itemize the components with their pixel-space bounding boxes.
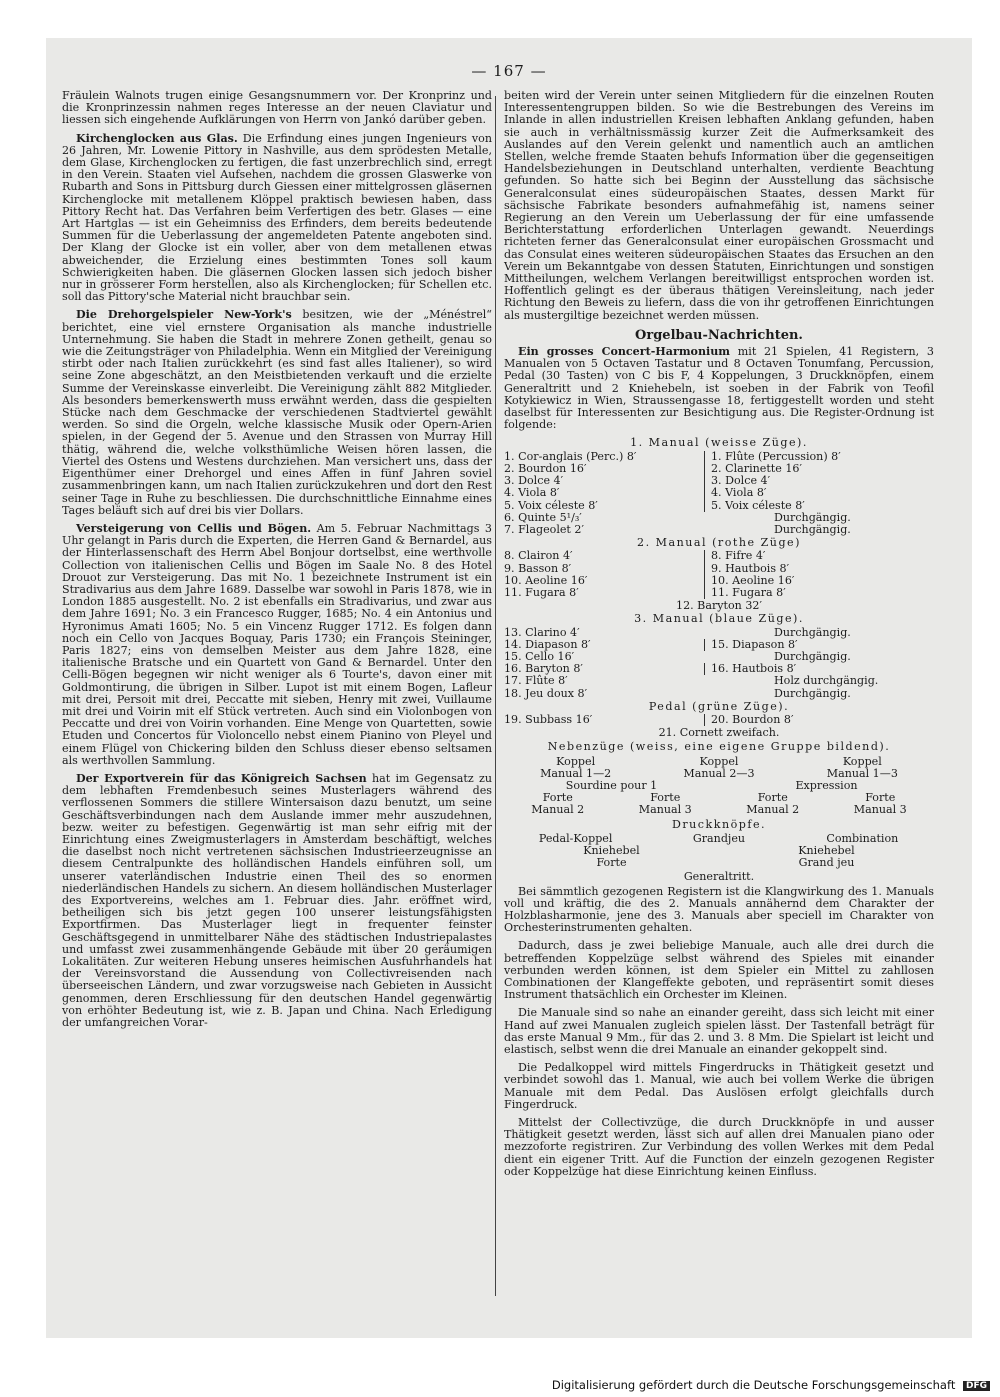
section-heading: Orgelbau-Nachrichten. [635, 327, 803, 343]
left-p3 [62, 309, 492, 516]
druckknopf-label: Combination [826, 831, 899, 845]
left-p3-text: besitzen, wie der „Ménéstrel“ berichtet, eine viel ernstere Organisation als manche industrielle Unternehmung. Sie haben die Stadt in mehrere Zonen getheilt, genau so wie die Zeitungsträger von Philadelphia. Wenn ein Mitglied der Vereinigung stirbt oder nach Italien zurückkehrt (es sind fast alles Italiener), so wird seine Zone abgeschätzt, an den Meistbietenden verkauft und die erzielte Summe der Vereinskasse einverleibt. Die Vereinigung zählt 882 Mitglieder. Als besonders bemerkenswerth muss erwähnt werden, dass die gespielten Stücke nach dem Geschmacke der verschiedenen Stadtviertel gewählt werden. So sind die Orgeln, welche klassische Musik oder Opern-Arien spielen, in der Gegend der 5. Avenue und den Strassen von Murray Hill thätig, während die, welche volksthümliche Weisen hören lassen, die Viertel des Ostens und Westens durchziehen. Man versichert uns, dass der Eigenthümer einer Drehorgel und eines Affen in fünf Jahren soviel zusammenbringen kann, um nach Italien zurückzukehren und dort den Rest seiner Tage in Ruhe zu beschliessen. Die durchschnittliche Einnahme eines Tages beläuft sich auf drei bis vier Dollars. [62, 308, 492, 517]
generaltritt-line: Generaltritt. [683, 870, 755, 884]
reg-left: 1. Cor-anglais (Perc.) 8′ [504, 449, 637, 463]
reg-right: 3. Dolce 4′ [704, 475, 934, 487]
manual-1-rows [504, 451, 934, 536]
register-table [504, 437, 934, 883]
sourdine-label: Sourdine pour 1 [565, 778, 658, 792]
kniehebel-function: Grand jeu [798, 856, 855, 870]
reg-left: 17. Flûte 8′ [504, 674, 568, 688]
kniehebel-label: Kniehebel [583, 843, 640, 857]
manual-1-heading: 1. Manual (weisse Züge). [630, 436, 808, 450]
forte-label: Forte [650, 791, 681, 805]
druckknoepfe-heading: Druckknöpfe. [671, 817, 767, 831]
column-divider [495, 96, 496, 1296]
reg-left: 6. Quinte 5¹/₃′ [504, 510, 582, 524]
reg-right: 4. Viola 8′ [704, 487, 934, 499]
digitization-footer [552, 1378, 990, 1392]
koppel-manual: Manual 2—3 [683, 766, 755, 780]
dfg-logo-icon: DFG [963, 1381, 990, 1391]
reg-left: 10. Aeoline 16′ [504, 573, 588, 587]
reg-right: Holz durchgängig. [774, 674, 879, 688]
reg-right: 9. Hautbois 8′ [704, 563, 934, 575]
right-p1: beiten wird der Verein unter seinen Mitgliedern für die einzelnen Routen Interessentengruppen bilden. So wie die Bestrebungen des Vereins im Inlande in allen industriellen Kreisen lebhaften Anklang gefunden, haben sie auch in verhältnissmässig kurzer Zeit die Aufmerksamkeit des Auslandes auf den Verein gelenkt und namentlich auch an amtlichen Stellen, welche fremde Staaten behufs Information über die gegenseitigen Handelsbeziehungen in Deutschland unterhalten, verdiente Beachtung gefunden. So hatte sich bei Beginn der Ausstellung das sächsische Generalconsulat eines südeuropäischen Staates, dessen Markt für sächsische Fabrikate besonders aufnahmefähig ist, namens seiner Regierung an den Verein um Ueberlassung der für eine umfassende Berichterstattung erforderlichen Unterlagen gewandt. Neuerdings richteten ferner das Generalconsulat einer europäischen Grossmacht und das Consulat eines weiteren südeuropäischen Staates das Ersuchen an den Verein um Bekanntgabe von dessen Statuten, Einrichtungen und sonstigen Mittheilungen, welchem Verlangen bereitwilligst entsprochen worden ist. Hoffentlich gelingt es der überaus thätigen Vereinsleitung, nach jeder Richtung den Beweis zu liefern, dass die von ihr getroffenen Einrichtungen als mustergiltige bezeichnet werden müssen. [504, 89, 934, 322]
reg-left: 7. Flageolet 2′ [504, 522, 584, 536]
forte-manual: Manual 3 [853, 803, 907, 817]
reg-left: 3. Dolce 4′ [504, 474, 564, 488]
koppel-manual: Manual 1—3 [826, 766, 898, 780]
left-p5-text: hat im Gegensatz zu dem lebhaften Fremdenbesuch seines Musterlagers während des verflossenen Sommers die stillere Wintersaison dazu benutzt, um seine Geschäftsverbindungen nach dem Auslande immer mehr auszudehnen, bezw. weiter zu befestigen. Gegenwärtig ist man sehr eifrig mit der Einrichtung eines Zweigmusterlagers in Amsterdam beschäftigt, welches die daselbst noch nicht vertretenen sächsischen Industrieerzeugnisse an diesem Centralpunkte des holländischen Handels einführen soll, um unserer vaterländischen Industrie einen Theil des so enormen niederländischen Handels zu sichern. An diesem holländischen Musterlager des Exportvereins, welches am 1. Februar dies. Jahr. eröffnet wird, betheiligen sich bis jetzt gegen 100 unserer leistungsfähigsten Exportfirmen. Das Musterlager liegt in frequenter feinster Geschäftsgegend in unmittelbarer Nähe des städtischen Industriepalastes und umfasst zwei zusammenhängende Gebäude mit über 20 geräumigen Lokalitäten. Zur weiteren Hebung unseres heimischen Ausfuhrhandels hat der Vereinsvorstand die Aussendung von Collectivreisenden nach überseeischen Ländern, und zwar vorzugsweise nach Gebieten in Aussicht genommen, deren Erschliessung für den deutschen Handel gegenwärtig von erhöhter Bedeutung ist, wie z. B. Japan und China. Nach Erledigung der umfangreichen Vorar- [62, 771, 492, 1030]
left-p1: Fräulein Walnots trugen einige Gesangsnummern vor. Der Kronprinz und die Kronprinzessin nahmen reges Interesse an der neuen Claviatur und liessen sich eingehende Aufklärungen von Herrn von Jankó darüber geben. [62, 89, 492, 127]
reg-left: 11. Fugara 8′ [504, 585, 579, 599]
forte-manual: Manual 3 [638, 803, 692, 817]
right-p7: Mittelst der Collectivzüge, die durch Druckknöpfe in und ausser Thätigkeit gesetzt werden, lässt sich auf allen drei Manualen piano oder mezzoforte registriren. Zur Verbindung des vollen Werkes mit dem Pedal dient ein eigener Tritt. Auf die Function der einzeln gezogenen Register oder Koppelzüge hat diese Einrichtung keinen Einfluss. [504, 1116, 934, 1178]
baryton-line: 12. Baryton 32′ [676, 599, 762, 613]
reg-left: 14. Diapason 8′ [504, 637, 591, 651]
left-p5 [62, 773, 492, 1029]
left-p4-title: Versteigerung von Cellis und Bögen. [76, 521, 312, 535]
reg-left: 16. Baryton 8′ [504, 662, 583, 676]
manual-3-heading: 3. Manual (blaue Züge). [634, 612, 804, 626]
reg-left: 13. Clarino 4′ [504, 625, 580, 639]
pedal-heading: Pedal (grüne Züge). [648, 699, 790, 713]
left-p4 [62, 523, 492, 767]
right-p5: Die Manuale sind so nahe an einander gereiht, dass sich leicht mit einer Hand auf zwei Manualen zugleich spielen lässt. Der Tastenfall beträgt für das erste Manual 9 Mm., für das 2. und 3. 8 Mm. Die Spielart ist leicht und elastisch, selbst wenn die drei Manuale an einander gekoppelt sind. [504, 1006, 934, 1057]
reg-right: 16. Hautbois 8′ [704, 663, 934, 675]
reg-right: 5. Voix céleste 8′ [704, 500, 934, 512]
right-p2-title: Ein grosses Concert-Harmonium [518, 345, 731, 359]
footer-text: Digitalisierung gefördert durch die Deutsche Forschungsgemeinschaft [551, 1378, 956, 1392]
koppel-label: Koppel [842, 754, 882, 768]
reg-right: Durchgängig. [774, 625, 851, 639]
reg-right: 20. Bourdon 8′ [704, 714, 934, 726]
reg-left: 15. Cello 16′ [504, 649, 575, 663]
manual-2-rows [504, 550, 934, 599]
druckknopf-label: Pedal-Koppel [538, 831, 613, 845]
right-p6: Die Pedalkoppel wird mittels Fingerdrucks in Thätigkeit gesetzt und verbindet sowohl das 1. Manual, wie auch bei vollem Werke die übrigen Manuale mit dem Pedal. Das Auslösen erfolgt gleichfalls durch Fingerdruck. [504, 1061, 934, 1111]
reg-right: 8. Fifre 4′ [704, 550, 934, 562]
druckknopf-label: Grandjeu [692, 831, 746, 845]
manual-3-rows [504, 627, 934, 700]
expression-label: Expression [795, 778, 858, 792]
manual-2-heading: 2. Manual (rothe Züge) [637, 536, 801, 550]
reg-right: 11. Fugara 8′ [704, 587, 934, 599]
reg-left: 18. Jeu doux 8′ [504, 686, 588, 700]
reg-right: 1. Flûte (Percussion) 8′ [704, 451, 934, 463]
reg-left: 2. Bourdon 16′ [504, 461, 587, 475]
reg-right: 15. Diapason 8′ [704, 639, 934, 651]
reg-left: 9. Basson 8′ [504, 561, 572, 575]
reg-right: Durchgängig. [774, 510, 851, 524]
left-p2-text: Die Erfindung eines jungen Ingenieurs von 26 Jahren, Mr. Lowenie Pittory in Nashville, aus dem sprödesten Metalle, dem Glase, Kirchenglocken zu fertigen, die fast unzerbrechlich sind, erregt in den Verein. Staaten viel Aufsehen, nachdem die grossen Glaswerke von Rubarth and Sons in Pittsburg durch Giessen einer mittelgrossen gläsernen Kirchenglocke mit metallenem Klöppel praktisch bewiesen haben, dass Pittory Recht hat. Das Verfahren beim Verfertigen des betr. Glases — eine Art Hartglas — ist ein Geheimniss des Erfinders, dem bereits bedeutende Summen für die Ueberlassung der angemeldeten Patente angeboten sind. Der Klang der Glocke ist ein voller, aber von dem metallenen etwas abweichender, die Erzielung eines bestimmten Tones soll kaum Schwierigkeiten haben. Die gläsernen Glocken lassen sich jedoch bisher nur in grösserer Form herstellen, also als Kirchenglocken; für Schellen etc. soll das Pittory'sche Material nicht brauchbar sein. [62, 131, 492, 304]
reg-right: Durchgängig. [774, 649, 851, 663]
forte-label: Forte [757, 791, 788, 805]
right-column [504, 90, 934, 1184]
forte-manual: Manual 2 [531, 803, 585, 817]
reg-left: 8. Clairon 4′ [504, 549, 573, 563]
right-p2-text: mit 21 Spielen, 41 Registern, 3 Manualen von 5 Octaven Tastatur und 8 Octaven Tonumfang, Percussion, Pedal (30 Tasten) von C bis F, 4 Koppelungen, 3 Druckknöpfen, einem Generaltritt und 2 Kniehebeln, ist soeben in der Fabrik von Teofil Kotykiewicz in Wien, Straussengasse 18, fertiggestellt worden und steht daselbst für Interessenten zur Besichtigung aus. Die Register-Ordnung ist folgende: [504, 345, 934, 432]
page-number: — 167 — [471, 62, 547, 80]
forte-label: Forte [865, 791, 896, 805]
cornett-line: 21. Cornett zweifach. [658, 726, 780, 740]
reg-left: 19. Subbass 16′ [504, 712, 593, 726]
right-p2 [504, 346, 934, 431]
right-p4: Dadurch, dass je zwei beliebige Manuale, auch alle drei durch die betreffenden Koppelzüge selbst während des Spieles mit einander verbunden werden können, ist dem Spieler ein Mittel zu zahllosen Combinationen der Klangeffekte geboten, und repräsentirt somit dieses Instrument thatsächlich ein Orchester im Kleinen. [504, 939, 934, 1002]
left-p4-text: Am 5. Februar Nachmittags 3 Uhr gelangt in Paris durch die Experten, die Herren Gand & Bernardel, aus der Hinterlassenschaft des Herrn Abel Bonjour dortselbst, eine werthvolle Collection von italienischen Cellis und Bögen im Saale No. 8 des Hotel Drouot zur Versteigerung. Das mit No. 1 bezeichnete Instrument ist ein Stradivarius aus dem Jahre 1689. Dasselbe war sowohl in Paris 1878, wie in London 1885 ausgestellt. No. 2 ist ebenfalls ein Stradivarius, und zwar aus dem Jahre 1691; No. 3 ein Francesco Rugger, 1685; No. 4 ein Antonius und Hyronimus Amati 1605; No. 5 ein Vincenz Rugger 1712. Es folgen dann noch ein Cello von Jacques Boquay, Paris 1730; ein François Steininger, Paris 1827; eins von demselben Meister aus dem Jahre 1828, eine italienische Bratsche und ein Quartett von Gand & Bernardel. Unter den Celli-Bögen begegnen wir nicht weniger als 6 Tourte's, davon einer mit Goldmontirung, die übrigen in Silber. Lupot ist mit einem Bogen, Lafleur mit drei, Persoit mit drei, Peccatte mit sieben, Henry mit zwei, Vuillaume mit drei und Voirin mit elf Stück vertreten. Auch sind ein Violonbogen von Peccatte und drei von Voirin vorhanden. Eine Menge von Quartetten, sowie Etuden und Concertos für Violoncello nebst einem Pianino von Pleyel und einem Flügel von Chickering bilden den Schluss dieser ebenso seltsamen als werthvollen Sammlung. [62, 521, 492, 767]
reg-left: 4. Viola 8′ [504, 486, 560, 500]
left-p5-title: Der Exportverein für das Königreich Sachsen [76, 771, 367, 785]
kniehebel-label: Kniehebel [798, 843, 855, 857]
koppel-manual: Manual 1—2 [540, 766, 612, 780]
forte-manual: Manual 2 [746, 803, 800, 817]
koppel-label: Koppel [699, 754, 739, 768]
reg-right: Durchgängig. [774, 686, 851, 700]
left-p2-title: Kirchenglocken aus Glas. [76, 131, 238, 145]
reg-right: Durchgängig. [774, 522, 851, 536]
left-column [62, 90, 492, 1035]
right-p3: Bei sämmtlich gezogenen Registern ist die Klangwirkung des 1. Manuals voll und kräftig, die des 2. Manuals annähernd dem Charakter der Holzblasharmonie, jene des 3. Manuals aber speciell im Charakter von Orchesterinstrumenten gehalten. [504, 884, 934, 935]
left-p3-title: Die Drehorgelspieler New-York's [76, 308, 292, 322]
scanned-page [46, 38, 972, 1338]
forte-label: Forte [542, 791, 573, 805]
reg-right: 2. Clarinette 16′ [704, 463, 934, 475]
koppel-label: Koppel [556, 754, 596, 768]
nebenzuege-heading: Nebenzüge (weiss, eine eigene Gruppe bildend). [547, 740, 891, 754]
reg-left: 5. Voix céleste 8′ [504, 498, 598, 512]
reg-right: 10. Aeoline 16′ [704, 575, 934, 587]
left-p2 [62, 133, 492, 304]
kniehebel-function: Forte [596, 856, 627, 870]
